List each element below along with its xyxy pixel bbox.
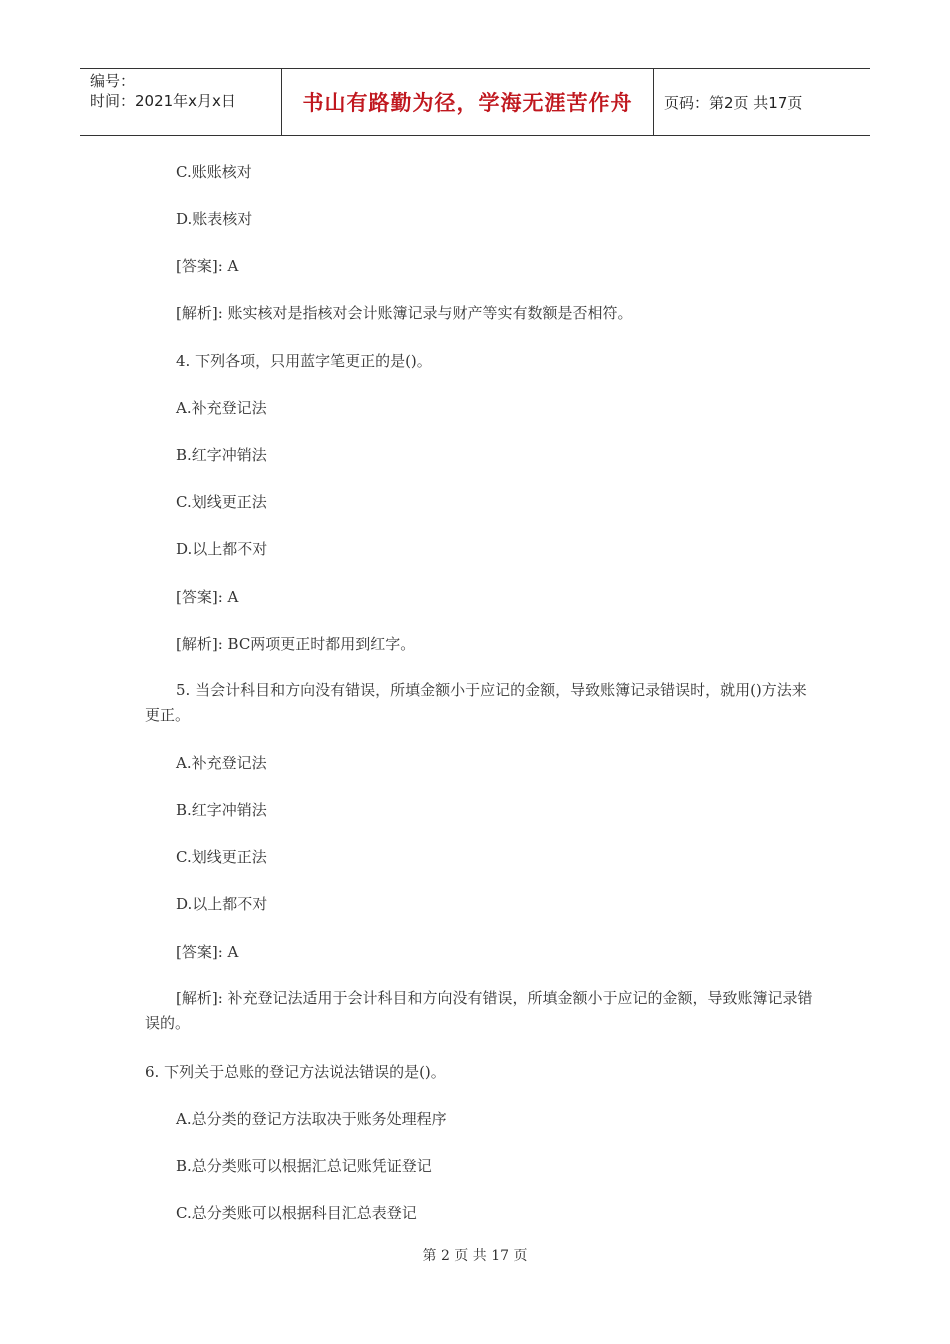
option-line: B.红字冲销法 [176,801,267,819]
option-line: D.以上都不对 [176,540,268,558]
option-line: D.以上都不对 [176,895,268,913]
page-footer: 第 2 页 共 17 页 [422,1248,528,1264]
option-line: C.账账核对 [176,163,252,181]
option-line: C.划线更正法 [176,848,267,866]
question-line: 6. 下列关于总账的登记方法说法错误的是()。 [145,1063,446,1081]
answer-line: [答案]: A [176,257,239,275]
answer-line: [答案]: A [176,588,239,606]
header-page-info: 页码：第2页 共17页 [664,93,803,112]
header-time-label: 时间：2021年x月x日 [90,92,236,110]
question-line: 4. 下列各项，只用蓝字笔更正的是()。 [176,352,432,370]
option-line: B.红字冲销法 [176,446,267,464]
option-line: A.总分类的登记方法取决于账务处理程序 [176,1110,447,1128]
explanation-line: [解析]: 账实核对是指核对会计账簿记录与财产等实有数额是否相符。 [176,304,633,322]
question-paragraph: 5. 当会计科目和方向没有错误，所填金额小于应记的金额，导致账簿记录错误时，就用()方法来更正。 [145,681,807,724]
answer-line: [答案]: A [176,943,239,961]
page-header [80,68,870,136]
header-motto: 书山有路勤为径，学海无涯苦作舟 [282,69,654,135]
header-meta [80,69,282,135]
option-line: C.总分类账可以根据科目汇总表登记 [176,1204,417,1222]
explanation-paragraph: [解析]: 补充登记法适用于会计科目和方向没有错误，所填金额小于应记的金额，导致账簿记录错误的。 [145,989,813,1032]
option-line: D.账表核对 [176,210,253,228]
option-line: A.补充登记法 [176,754,267,772]
option-line: B.总分类账可以根据汇总记账凭证登记 [176,1157,432,1175]
explanation-line: [解析]: BC两项更正时都用到红字。 [176,635,416,653]
option-line: A.补充登记法 [176,399,267,417]
header-number-label: 编号： [90,72,136,90]
option-line: C.划线更正法 [176,493,267,511]
